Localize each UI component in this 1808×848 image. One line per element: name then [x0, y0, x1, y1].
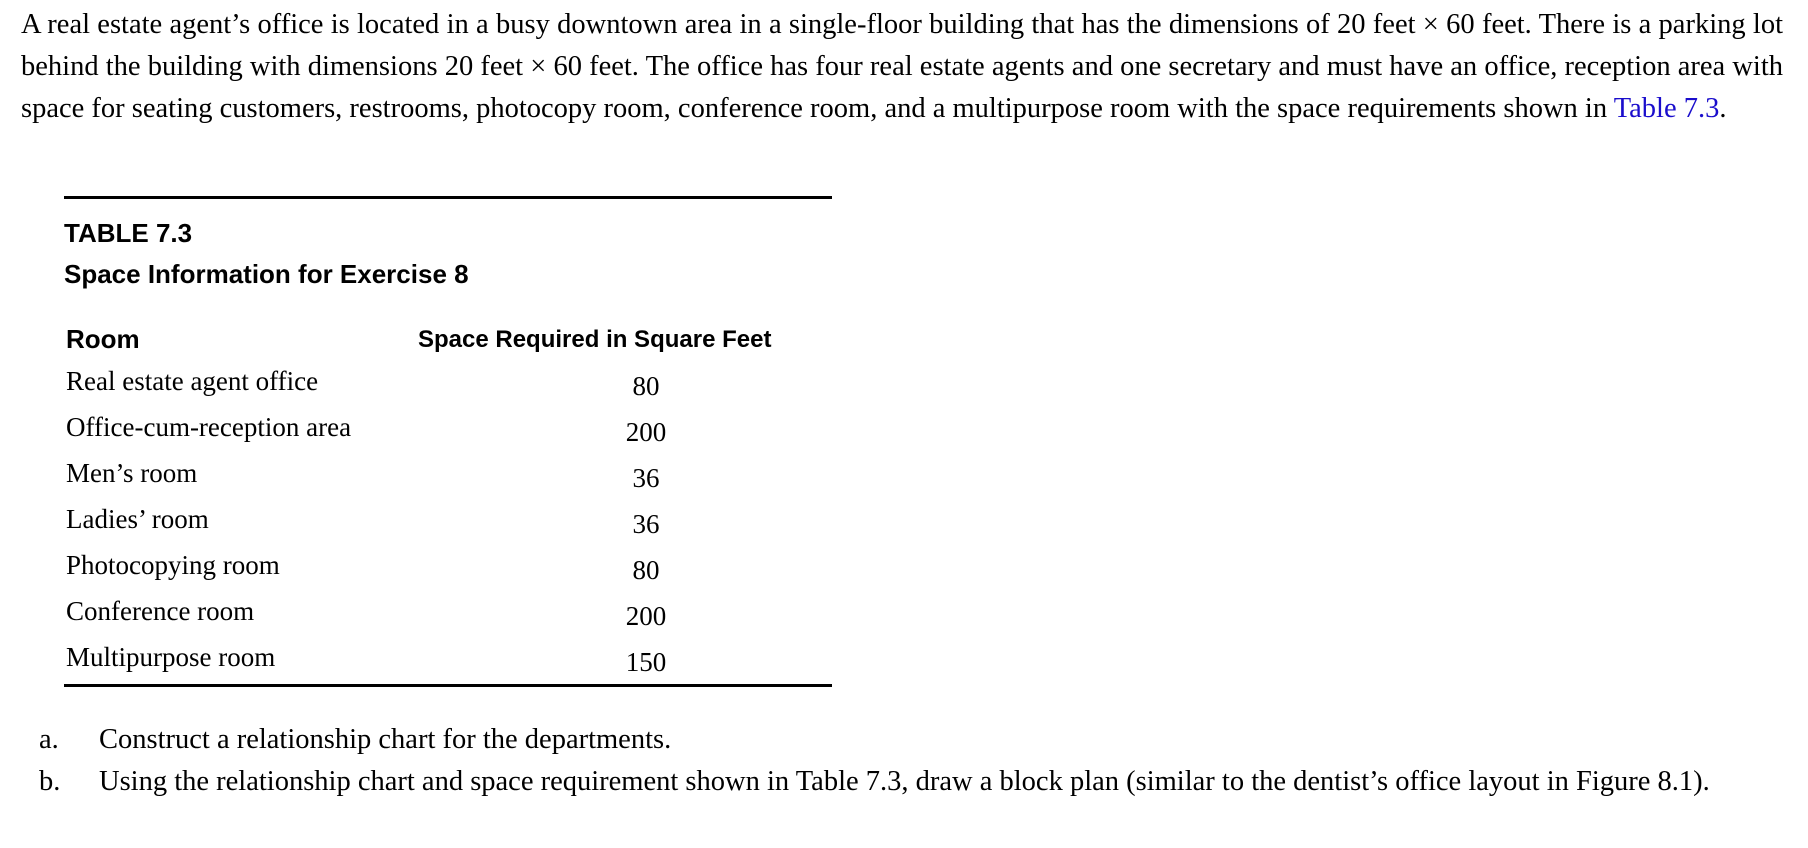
- table-caption: Space Information for Exercise 8: [64, 259, 469, 289]
- table-row: [64, 410, 832, 456]
- list-item: [21, 761, 1783, 803]
- task-list: [21, 719, 1783, 803]
- task-text: Construct a relationship chart for the departments.: [99, 724, 672, 755]
- space-cell: 150: [625, 647, 667, 677]
- space-cell: 80: [632, 371, 660, 401]
- task-letter: b.: [39, 766, 61, 797]
- table-body: [64, 364, 832, 686]
- table-row: [64, 502, 832, 548]
- space-cell: 80: [632, 555, 660, 585]
- table-7-3-link[interactable]: Table 7.3: [1613, 93, 1720, 124]
- room-cell: Ladies’ room: [66, 504, 209, 534]
- room-cell: Real estate agent office: [66, 366, 319, 396]
- space-cell: 36: [632, 509, 660, 539]
- list-item: [21, 719, 1783, 761]
- room-cell: Office-cum-reception area: [66, 412, 352, 442]
- space-cell: 36: [632, 463, 660, 493]
- room-cell: Photocopying room: [66, 550, 280, 580]
- column-header-space: Space Required in Square Feet: [418, 326, 772, 353]
- exercise-intro: [21, 4, 1783, 130]
- room-cell: Multipurpose room: [66, 642, 276, 672]
- task-text: Using the relationship chart and space requirement shown in Table 7.3, draw a block plan (similar to the dentist’s office layout in Figure 8.1).: [99, 766, 1710, 797]
- intro-period: .: [1719, 93, 1727, 124]
- table-row: [64, 640, 832, 686]
- room-cell: Conference room: [66, 596, 255, 626]
- table-row: [64, 456, 832, 502]
- table-row: [64, 364, 832, 410]
- space-cell: 200: [625, 601, 667, 631]
- intro-text: A real estate agent’s office is located in a busy downtown area in a single-floor building that has the dimensions of 20 feet × 60 feet. There is a parking lot behind the building with dimensions 20 feet × 60 feet. The office has four real estate agents and one secretary and must have an office, reception area with space for seating customers, restrooms, photocopy room, conference room, and a multipurpose room with the space requirements shown in: [21, 9, 1783, 124]
- table-top-rule: [64, 196, 832, 199]
- table-row: [64, 548, 832, 594]
- task-letter: a.: [39, 724, 59, 755]
- space-cell: 200: [625, 417, 667, 447]
- table-label: TABLE 7.3: [64, 218, 193, 248]
- column-header-room: Room: [66, 324, 140, 354]
- room-cell: Men’s room: [66, 458, 198, 488]
- table-bottom-rule: [64, 684, 832, 687]
- table-row: [64, 594, 832, 640]
